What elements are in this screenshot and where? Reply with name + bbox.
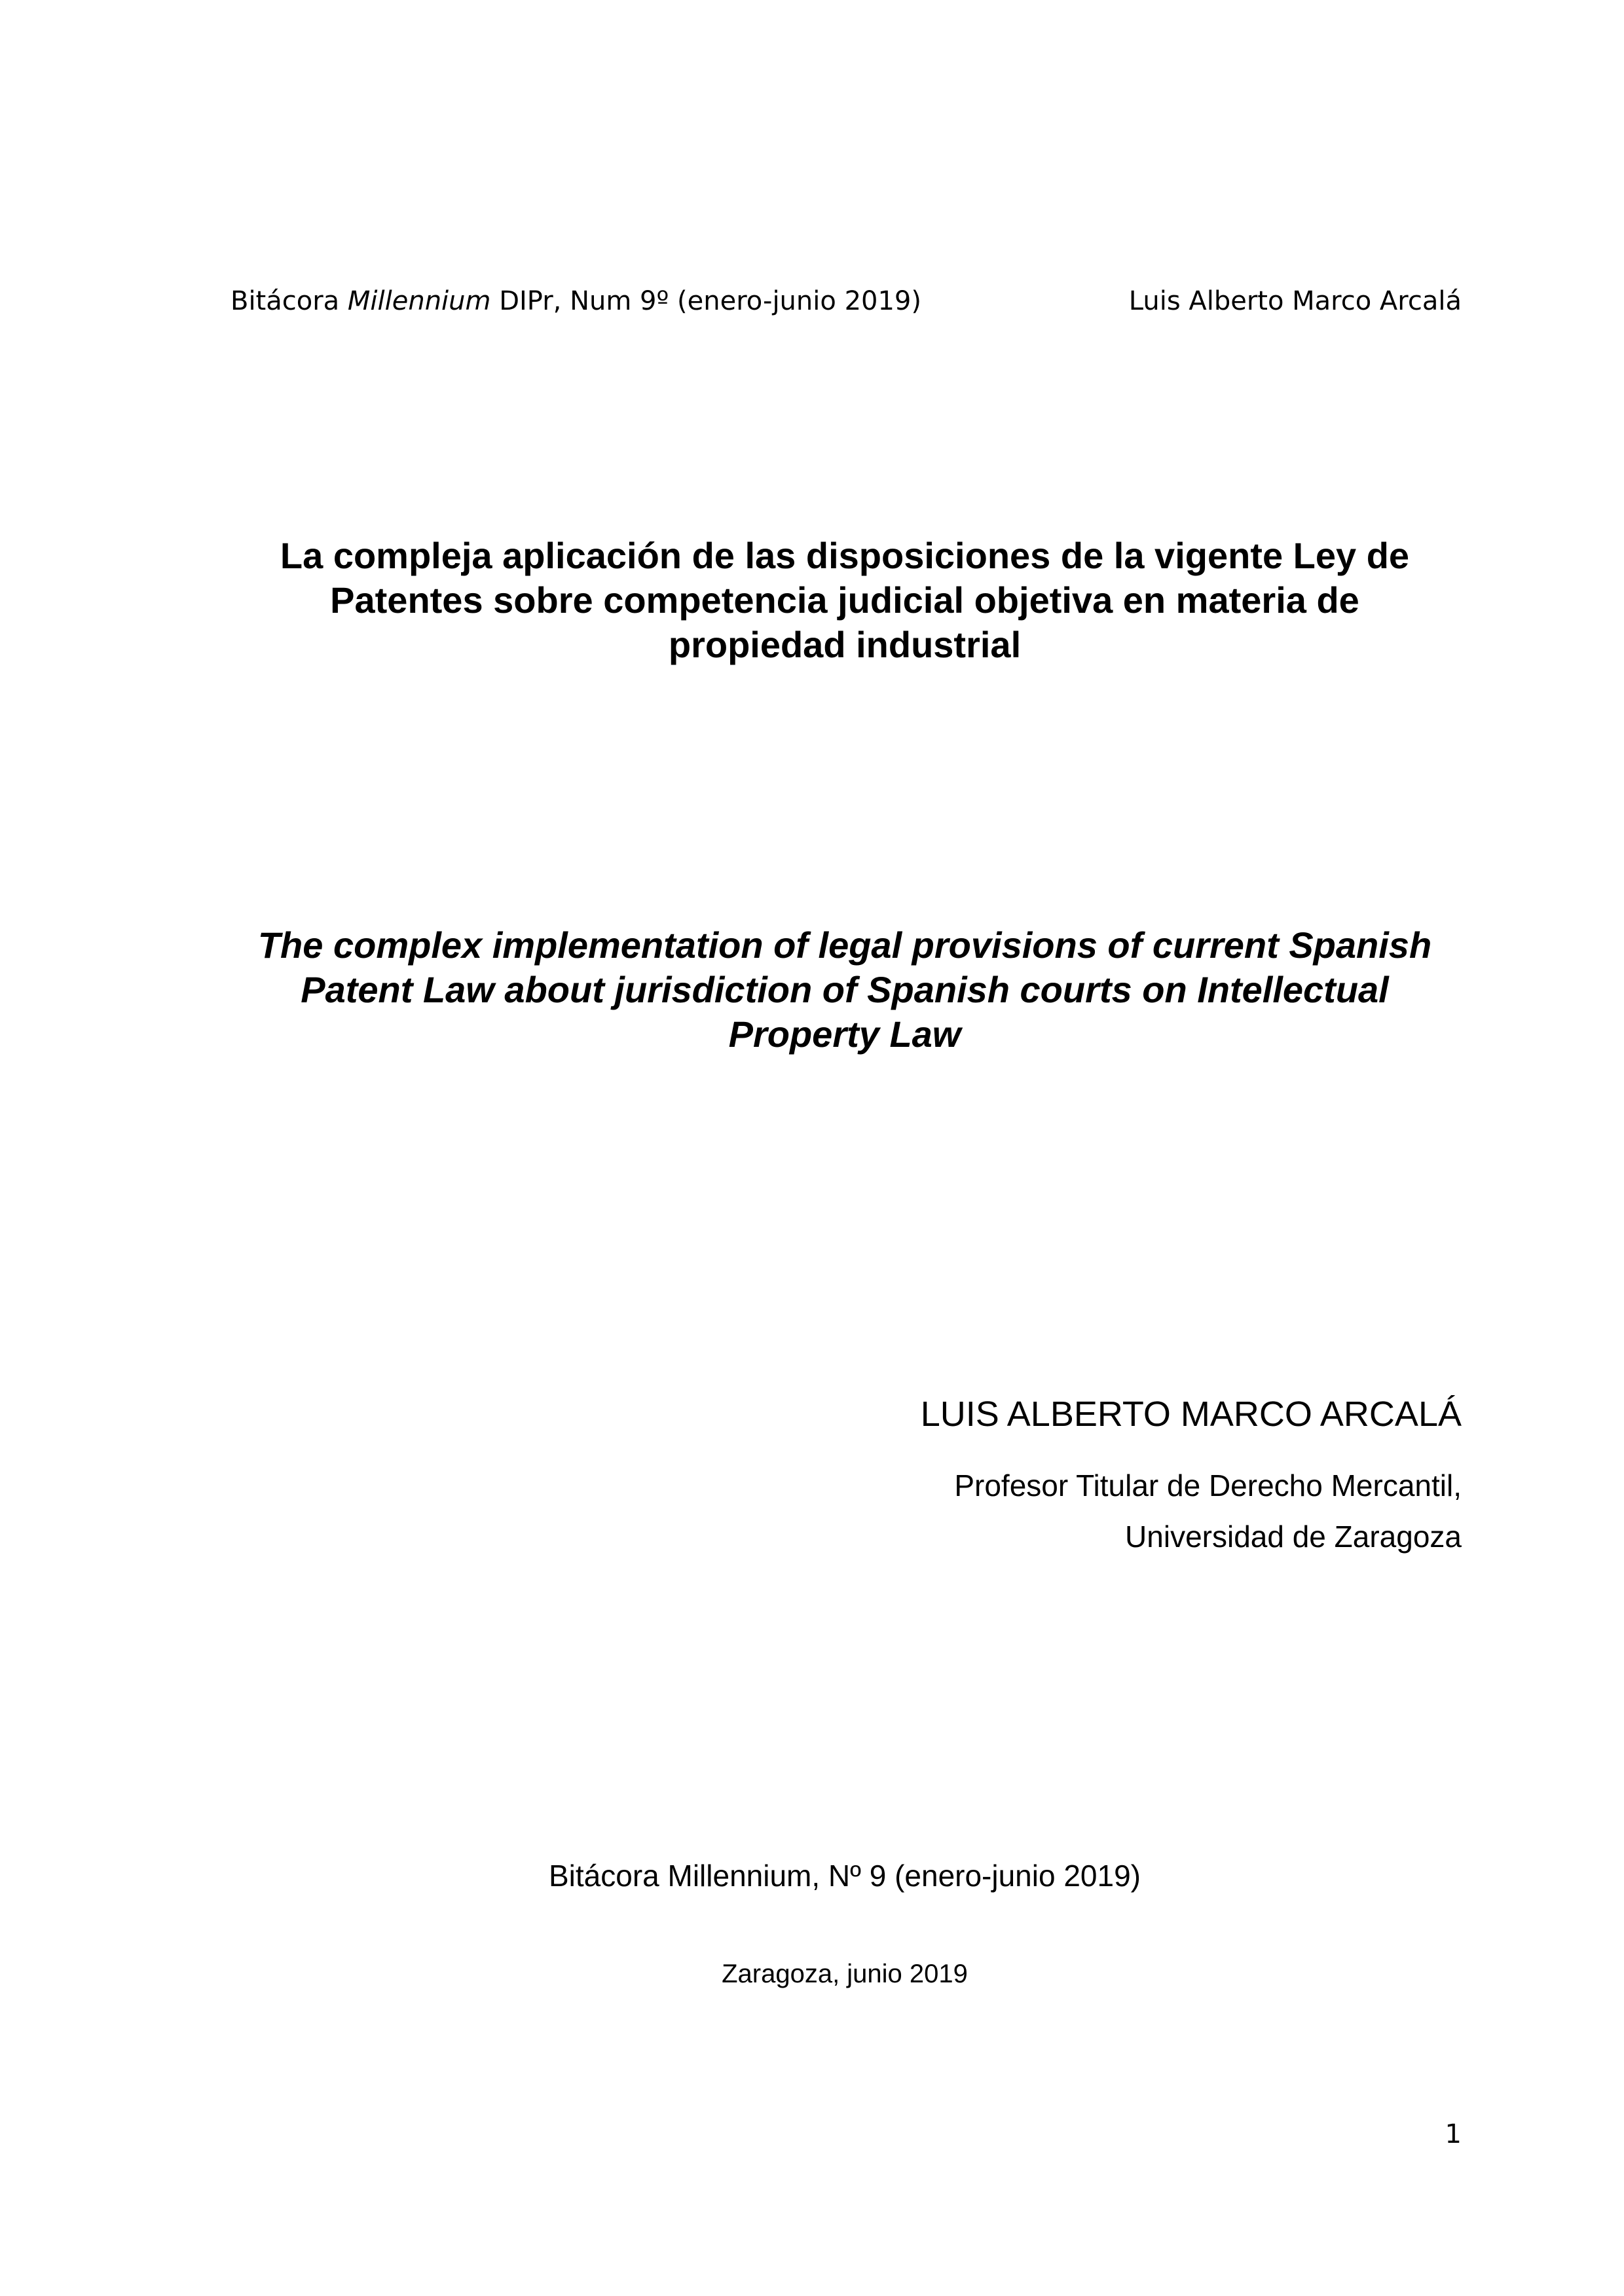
running-header-author: Luis Alberto Marco Arcalá [1128, 286, 1462, 316]
spanish-title-line-3: propiedad industrial [668, 624, 1022, 665]
english-title-line-1: The complex implementation of legal provisions of current Spanish [257, 924, 1432, 966]
spanish-title-line-1: La compleja aplicación de las disposiciones de la vigente Ley de [280, 535, 1410, 576]
page-number: 1 [1445, 2119, 1462, 2149]
author-name: LUIS ALBERTO MARCO ARCALÁ [920, 1394, 1462, 1434]
journal-suffix: DIPr, Num 9º (enero-junio 2019) [490, 286, 921, 316]
journal-prefix: Bitácora [231, 286, 348, 316]
journal-issue-line: Bitácora Millennium, Nº 9 (enero-junio 2019) [548, 1859, 1141, 1893]
place-and-date: Zaragoza, junio 2019 [722, 1959, 968, 1988]
running-header [231, 282, 1462, 321]
english-title-line-3: Property Law [728, 1013, 961, 1055]
english-title-line-2: Patent Law about jurisdiction of Spanish courts on Intellectual [301, 969, 1389, 1010]
running-header-journal [231, 282, 921, 321]
spanish-title-line-2: Patentes sobre competencia judicial objetiva en materia de [330, 579, 1359, 621]
spanish-title [216, 534, 1473, 667]
author-institution: Universidad de Zaragoza [1125, 1520, 1462, 1554]
author-position: Profesor Titular de Derecho Mercantil, [954, 1468, 1462, 1503]
english-title [216, 923, 1473, 1057]
journal-name-italic: Millennium [347, 286, 491, 316]
author-block [655, 1388, 1462, 1562]
